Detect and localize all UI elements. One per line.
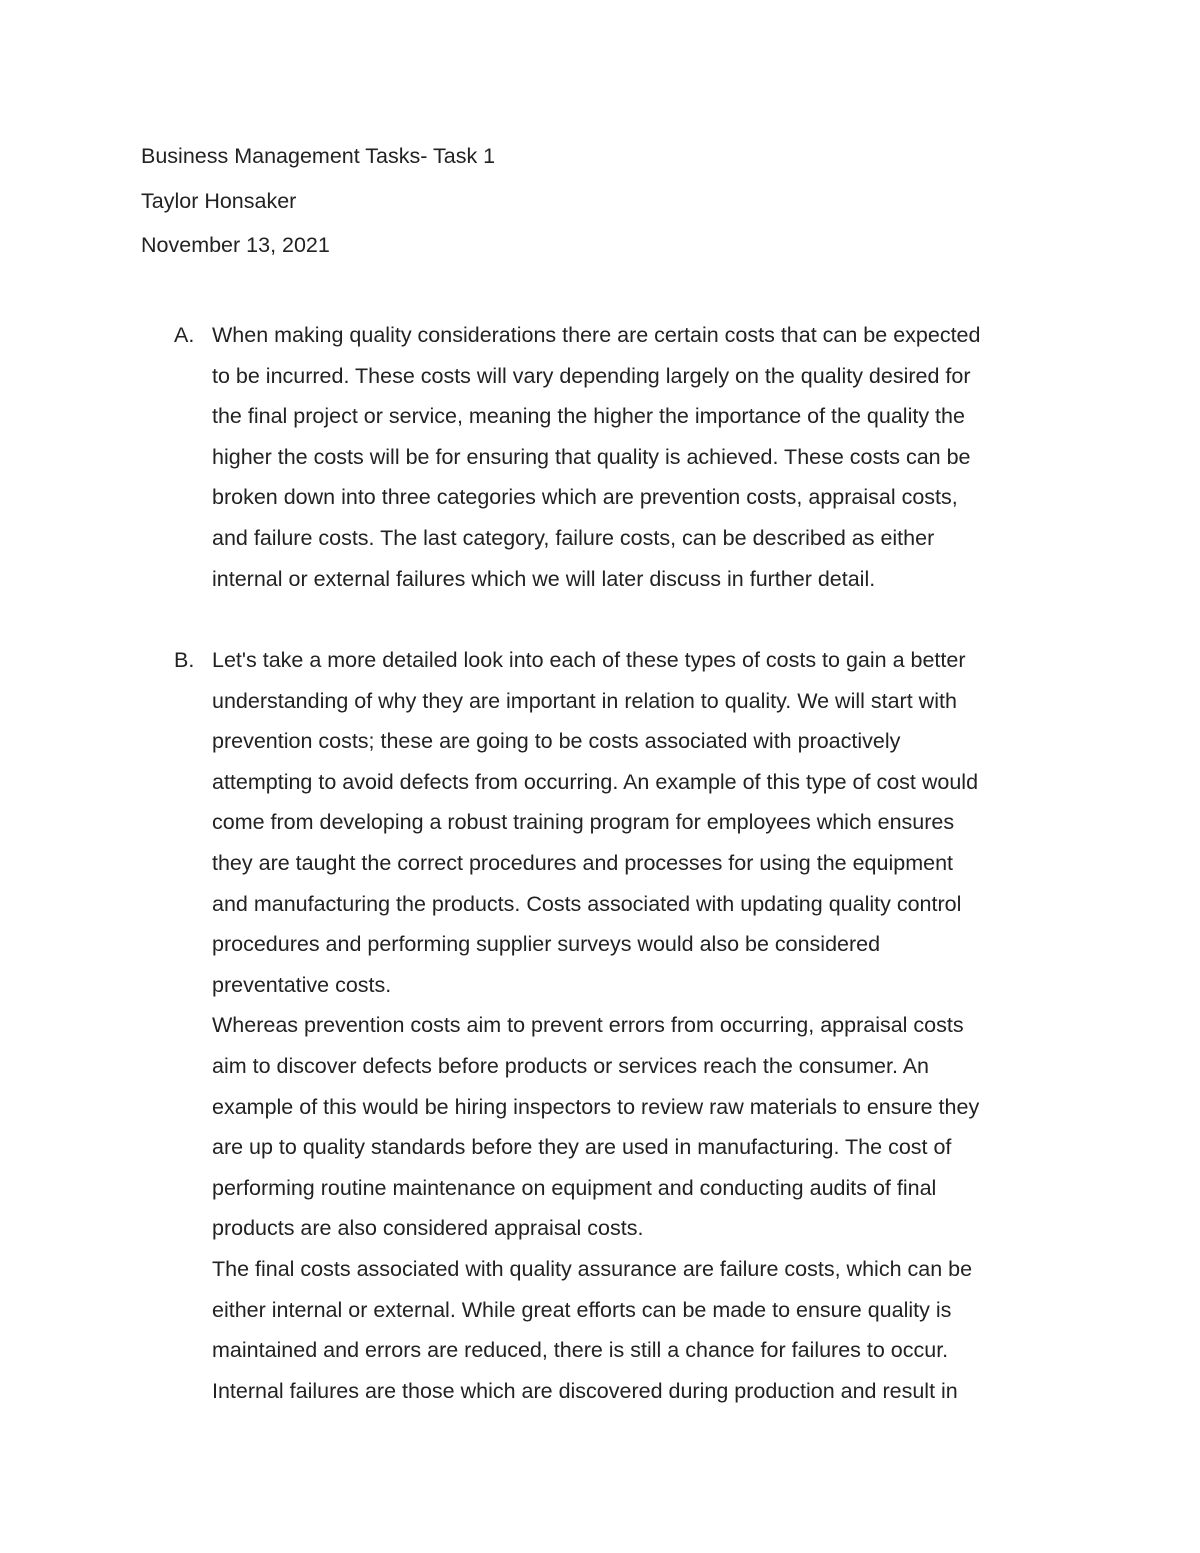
- text-line: to be incurred. These costs will vary depending largely on the quality desired for: [212, 363, 971, 388]
- paragraph: [212, 1005, 1072, 1249]
- document-author: Taylor Honsaker: [141, 189, 297, 213]
- text-line: performing routine maintenance on equipment and conducting audits of final: [212, 1175, 937, 1200]
- text-line: products are also considered appraisal costs.: [212, 1216, 644, 1241]
- text-line: When making quality considerations there are certain costs that can be expected: [212, 323, 981, 347]
- paragraph: [212, 640, 1072, 1005]
- text-line: procedures and performing supplier surveys would also be considered: [212, 932, 881, 957]
- list-marker: A.: [174, 323, 195, 347]
- text-line: Whereas prevention costs aim to prevent errors from occurring, appraisal costs: [212, 1013, 964, 1038]
- text-line: maintained and errors are reduced, there is still a chance for failures to occur.: [212, 1338, 949, 1363]
- text-line: preventative costs.: [212, 972, 392, 997]
- text-line: higher the costs will be for ensuring that quality is achieved. These costs can be: [212, 444, 971, 469]
- text-line: understanding of why they are important in relation to quality. We will start with: [212, 688, 957, 713]
- paragraph: [212, 315, 1072, 599]
- text-line: come from developing a robust training program for employees which ensures: [212, 810, 955, 835]
- text-line: Let's take a more detailed look into each of these types of costs to gain a better: [212, 648, 966, 672]
- paragraph: [212, 1249, 1072, 1411]
- text-line: broken down into three categories which are prevention costs, appraisal costs,: [212, 485, 958, 510]
- text-line: the final project or service, meaning the higher the importance of the quality the: [212, 404, 965, 429]
- text-line: The final costs associated with quality assurance are failure costs, which can be: [212, 1256, 973, 1281]
- text-line: and failure costs. The last category, failure costs, can be described as either: [212, 525, 935, 550]
- document-title: Business Management Tasks- Task 1: [141, 144, 496, 168]
- list-item-body: [212, 315, 1072, 599]
- text-line: prevention costs; these are going to be costs associated with proactively: [212, 729, 901, 754]
- list-item-body: [212, 640, 1072, 1411]
- document-date: November 13, 2021: [141, 233, 330, 257]
- text-line: they are taught the correct procedures and processes for using the equipment: [212, 850, 953, 875]
- list-marker: B.: [174, 648, 195, 672]
- text-line: Internal failures are those which are discovered during production and result in: [212, 1378, 958, 1403]
- text-line: example of this would be hiring inspectors to review raw materials to ensure they: [212, 1094, 980, 1119]
- text-line: and manufacturing the products. Costs associated with updating quality control: [212, 891, 962, 916]
- text-line: attempting to avoid defects from occurring. An example of this type of cost would: [212, 769, 979, 794]
- text-line: either internal or external. While great efforts can be made to ensure quality is: [212, 1297, 952, 1322]
- text-line: are up to quality standards before they are used in manufacturing. The cost of: [212, 1135, 952, 1160]
- text-line: aim to discover defects before products or services reach the consumer. An: [212, 1053, 930, 1078]
- text-line: internal or external failures which we will later discuss in further detail.: [212, 566, 876, 591]
